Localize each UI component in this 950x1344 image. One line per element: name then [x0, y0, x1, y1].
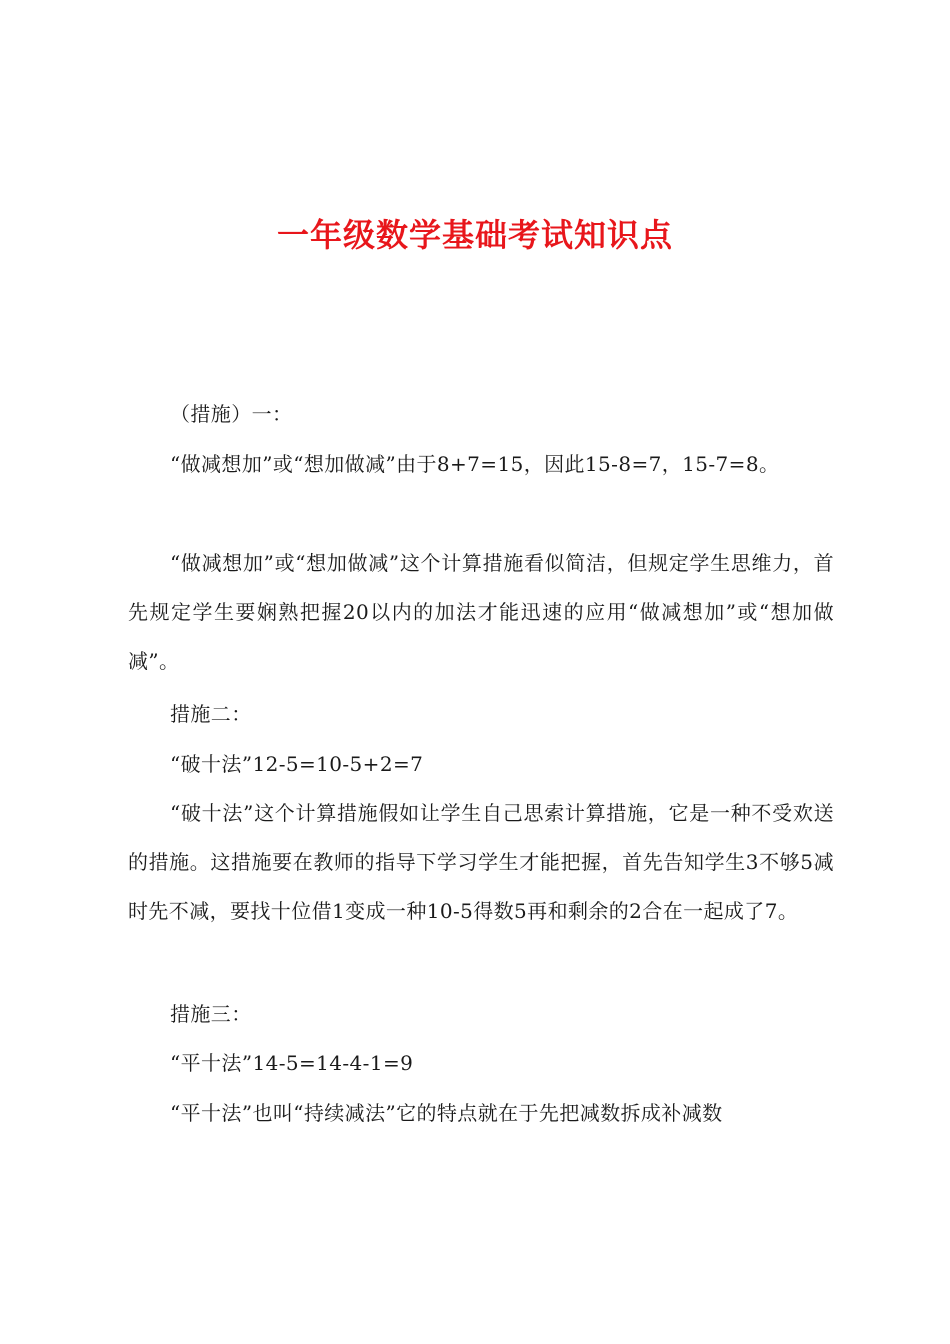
document-title: 一年级数学基础考试知识点 — [276, 216, 673, 254]
paragraph-method-two-explanation: “破十法”这个计算措施假如让学生自己思索计算措施，它是一种不受欢送的措施。这措施要在教师的指导下学习学生才能把握，首先告知学生3不够5减时先不减，要找十位借1变成一种10-5得数5再和剩余的2合在一起成了7。 — [128, 801, 834, 923]
paragraph-method-three-heading: 措施三： — [170, 1002, 252, 1026]
paragraph-method-one-example: “做减想加”或“想加做减”由于8+7=15，因此15-8=7，15-7=8。 — [170, 452, 780, 476]
paragraph-method-one-heading: （措施）一： — [170, 402, 293, 426]
paragraph-method-two-heading: 措施二： — [170, 702, 252, 726]
paragraph-method-two-example: “破十法”12-5=10-5+2=7 — [170, 752, 424, 776]
paragraph-method-three-explanation: “平十法”也叫“持续减法”它的特点就在于先把减数拆成补减数 — [170, 1101, 723, 1125]
paragraph-method-three-example: “平十法”14-5=14-4-1=9 — [170, 1051, 414, 1075]
paragraph-method-one-explanation: “做减想加”或“想加做减”这个计算措施看似简洁，但规定学生思维力，首先规定学生要娴熟把握20以内的加法才能迅速的应用“做减想加”或“想加做减”。 — [128, 551, 834, 673]
